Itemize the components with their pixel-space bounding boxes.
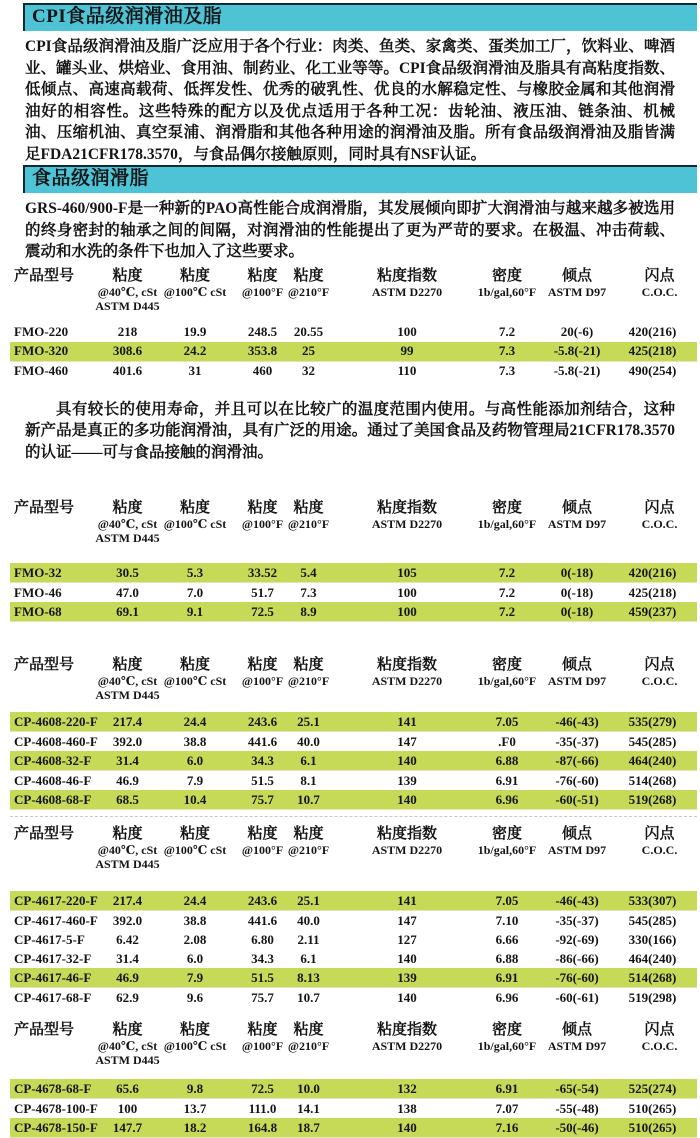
table-cell: 139 [397,772,417,788]
table-cell: 308.6 [105,342,150,362]
table-cell: 545(285) [628,733,677,749]
table-row [10,949,697,968]
table-cell: 7.9 [150,968,240,988]
table-row [10,1099,697,1119]
product-model-cell: CP-4608-460-F [14,733,98,749]
table-cell: 138 [397,1100,417,1116]
table-cell: 6.1 [300,950,317,966]
table-cell: 75.7 [240,790,285,810]
table-cell: 420(216) [628,324,677,339]
table-cell: -76(-60) [555,772,599,788]
table-cell: 110 [397,363,417,378]
section-title-bar-grease [23,165,697,193]
table-row [10,342,697,362]
table-row [10,361,697,381]
grease-intro-paragraph: GRS-460/900-F是一种新的PAO高性能合成润滑脂，其发展倾向即扩大润滑油与越来越多被选用的终身密封的轴承之间的间隔，对润滑油的性能提出了更为严苛的要求。在极温、冲击荷载、震动和水洗的条件下也加入了这些要求。 [25,200,675,260]
product-model-cell: CP-4608-46-F [14,772,92,788]
product-model-cell: FMO-32 [10,563,105,583]
document-page [0,3,700,1138]
column-header: 粘度 @40℃, cSt ASTM D445 [95,1022,160,1067]
table-cell: 24.4 [150,891,240,911]
table-cell: 490(254) [628,363,677,378]
column-header: 产品型号 [14,657,75,673]
table-cell: 248.5 [247,324,278,339]
header-row [10,1021,697,1079]
table-cell: 353.8 [240,342,285,362]
table-cell: -46(-43) [532,891,622,911]
column-header: 粘度 @40℃, cSt ASTM D445 [95,657,160,702]
column-header: 产品型号 [14,267,75,284]
table-cell: 100 [117,1100,138,1116]
column-header: 粘度 @40℃, cSt ASTM D445 [95,500,160,545]
table-row [10,790,697,810]
table-cell: 464(240) [622,751,697,771]
table-cell: 7.3 [300,584,317,600]
table-cell: 460 [252,363,273,378]
column-header: 粘度 @40℃, cSt ASTM D445 [95,267,160,313]
table-cell: 7.05 [482,712,532,732]
column-header: 粘度 @210°F [287,500,330,531]
column-header: 粘度指数 ASTM D2270 [371,826,443,857]
column-header: 粘度 @100°F [241,657,284,688]
table-cell: 33.52 [240,563,285,583]
header-row [10,499,697,563]
table-cell: 31.4 [116,950,139,966]
table-cell: 6.66 [495,931,519,947]
multipurpose-oil-paragraph: 具有较长的使用寿命，并且可以在比较广的温度范围内使用。与高性能添加剂结合，这种新产品是真正的多功能润滑油，具有广泛的用途。通过了美国食品及药物管理局21CFR178.3570的认证——可与食品接触的润滑油。 [25,400,675,461]
column-header: 倾点 ASTM D97 [547,1022,607,1053]
table-cell: -50(-46) [532,1118,622,1138]
product-model-cell: FMO-68 [10,602,105,622]
table-cell: 8.13 [285,968,332,988]
column-header: 倾点 ASTM D97 [547,657,607,688]
table-cell: 6.88 [482,751,532,771]
table-cell: 2.08 [183,931,207,947]
table-cell: 464(240) [628,950,677,966]
table-cell: 6.96 [482,790,532,810]
table-cell: 10.7 [285,790,332,810]
column-header: 粘度指数 ASTM D2270 [371,267,443,299]
table-row [10,323,697,342]
table-cell: 34.3 [251,950,274,966]
product-model-cell: CP-4608-68-F [10,790,105,810]
table-row [10,911,697,931]
table-cell: 9.1 [150,602,240,622]
table-cell: 46.9 [116,772,139,788]
table-row [10,602,697,622]
column-header: 倾点 ASTM D97 [547,267,607,299]
table-cell: 7.3 [482,342,532,362]
column-header: 粘度 @100℃ cSt [163,267,227,299]
table-cell: 147.7 [105,1118,150,1138]
table-cell: 510(265) [628,1100,677,1116]
table-cell: 127 [397,931,417,947]
table-cell: 8.1 [300,772,317,788]
column-header: 闪点 C.O.C. [641,500,678,531]
table-cell: .F0 [498,733,516,749]
column-header: 密度 1b/gal,60°F [477,500,537,531]
table-cell: 147 [397,912,417,928]
table-cell: 519(268) [622,790,697,810]
column-header: 闪点 C.O.C. [641,657,678,688]
table-cell: -5.8(-21) [553,363,601,378]
table-cell: 6.88 [495,950,519,966]
table-cell: -87(-66) [532,751,622,771]
table-cell: 111.0 [248,1100,277,1116]
table-cell: 9.8 [150,1079,240,1099]
column-header: 密度 1b/gal,60°F [477,657,537,688]
table-cell: 147 [397,733,417,749]
table-cell: 139 [332,968,482,988]
product-model-cell: CP-4617-68-F [14,989,92,1005]
table-cell: 218 [117,324,138,339]
table-row [10,930,697,949]
product-model-cell: CP-4617-460-F [14,912,98,928]
table-row [10,891,697,911]
table-cell: 441.6 [247,733,278,749]
table-cell: 6.91 [482,1079,532,1099]
table-cell: 72.5 [240,602,285,622]
table-cell: 510(265) [622,1118,697,1138]
product-model-cell: CP-4617-220-F [10,891,105,911]
table-cell: 535(279) [622,712,697,732]
table-cell: 24.4 [150,712,240,732]
product-model-cell: FMO-320 [10,342,105,362]
spec-table-fmo-light [10,499,697,622]
table-row [10,988,697,1008]
table-cell: 514(268) [628,772,677,788]
section-title-grease: 食品级润滑脂 [32,168,150,189]
table-cell: -92(-69) [555,931,599,947]
table-cell: 7.0 [186,584,204,600]
table-cell: 132 [332,1079,482,1099]
table-cell: 330(166) [628,931,677,947]
column-header: 倾点 ASTM D97 [547,500,607,531]
table-cell: 7.2 [482,602,532,622]
table-cell: 18.7 [285,1118,332,1138]
column-header: 密度 1b/gal,60°F [477,826,537,857]
product-model-cell: CP-4678-100-F [14,1100,98,1116]
table-cell: 7.16 [482,1118,532,1138]
table-cell: 533(307) [622,891,697,911]
column-header: 粘度 @100℃ cSt [163,657,227,688]
table-cell: 100 [397,584,417,600]
section-divider [10,816,697,1007]
table-cell: 9.6 [186,989,204,1005]
column-header: 粘度 @100°F [241,500,284,531]
table-cell: 7.05 [482,891,532,911]
table-cell: 100 [397,324,417,339]
column-header: 密度 1b/gal,60°F [477,267,537,299]
product-model-cell: CP-4617-46-F [10,968,105,988]
table-row [10,1118,697,1138]
column-header: 粘度 @100°F [241,826,284,857]
table-cell: -86(-66) [555,950,599,966]
table-cell: 25.1 [285,712,332,732]
header-row [10,656,697,712]
table-row [10,751,697,771]
table-cell: 420(216) [622,563,697,583]
column-header: 密度 1b/gal,60°F [477,1022,537,1053]
table-cell: 13.7 [183,1100,207,1116]
table-cell: 525(274) [622,1079,697,1099]
table-cell: 6.0 [150,751,240,771]
table-cell: 47.0 [116,584,139,600]
table-cell: 7.3 [498,363,516,378]
table-cell: 46.9 [105,968,150,988]
column-header: 粘度 @210°F [287,657,330,688]
table-cell: 6.0 [186,950,204,966]
table-cell: 6.80 [251,931,274,947]
table-cell: 425(218) [622,342,697,362]
table-cell: -5.8(-21) [532,342,622,362]
table-cell: 5.4 [285,563,332,583]
table-row [10,968,697,988]
table-cell: 514(268) [622,968,697,988]
table-cell: 6.91 [495,772,519,788]
table-cell: 392.0 [112,912,143,928]
table-cell: 401.6 [112,363,143,378]
table-cell: 141 [332,712,482,732]
product-model-cell: CP-4678-68-F [10,1079,105,1099]
table-cell: 100 [332,602,482,622]
column-header: 闪点 C.O.C. [641,826,678,857]
header-row [10,825,697,891]
table-cell: 2.11 [297,931,320,947]
table-cell: 65.6 [105,1079,150,1099]
column-header: 闪点 C.O.C. [641,1022,678,1053]
table-cell: 51.7 [251,584,274,600]
table-cell: 6.42 [116,931,139,947]
spec-table-cp4617 [10,825,697,1007]
table-cell: -65(-54) [532,1079,622,1099]
table-row [10,712,697,732]
table-cell: 10.7 [297,989,320,1005]
column-header: 粘度 @100°F [241,1022,284,1053]
table-cell: 10.0 [285,1079,332,1099]
spec-table-cp4678 [10,1021,697,1138]
table-cell: -60(-61) [555,989,599,1005]
table-cell: 217.4 [105,712,150,732]
table-cell: 140 [397,950,417,966]
table-row [10,583,697,603]
table-cell: 7.2 [498,584,516,600]
table-cell: 164.8 [240,1118,285,1138]
table-cell: 7.2 [482,563,532,583]
column-header: 粘度 @210°F [287,267,330,299]
column-header: 粘度 @100°F [241,267,284,299]
table-cell: 7.9 [186,772,204,788]
table-row [10,732,697,752]
table-cell: -35(-37) [555,733,599,749]
table-cell: 31 [188,363,202,378]
table-cell: 140 [332,751,482,771]
table-cell: 140 [332,790,482,810]
table-cell: 140 [332,1118,482,1138]
table-cell: 459(237) [622,602,697,622]
table-cell: 7.07 [495,1100,519,1116]
column-header: 粘度 @100℃ cSt [163,1022,227,1053]
column-header: 粘度 @100℃ cSt [163,500,227,531]
product-model-cell: CP-4617-32-F [14,950,92,966]
table-cell: 25.1 [285,891,332,911]
section-title-bar-oils [23,3,697,31]
table-row [10,563,697,583]
table-cell: 99 [332,342,482,362]
table-cell: 72.5 [240,1079,285,1099]
table-cell: 34.3 [240,751,285,771]
product-model-cell: CP-4678-150-F [10,1118,105,1138]
column-header: 粘度指数 ASTM D2270 [371,657,443,688]
product-model-cell: FMO-460 [14,363,69,378]
table-cell: 6.96 [495,989,519,1005]
table-cell: 105 [332,563,482,583]
table-cell: -55(-48) [555,1100,599,1116]
table-cell: 0(-18) [532,602,622,622]
table-cell: 6.1 [285,751,332,771]
header-row [10,267,697,323]
column-header: 产品型号 [14,1022,75,1038]
table-cell: 5.3 [150,563,240,583]
table-cell: 51.5 [251,772,274,788]
table-cell: 10.4 [150,790,240,810]
table-cell: 519(298) [628,989,677,1005]
column-header: 粘度指数 ASTM D2270 [371,500,443,531]
column-header: 粘度 @210°F [287,826,330,857]
column-header: 闪点 C.O.C. [641,267,678,299]
table-cell: 31.4 [105,751,150,771]
table-cell: 19.9 [183,324,207,339]
table-cell: 217.4 [105,891,150,911]
table-row [10,771,697,791]
table-cell: 140 [397,989,417,1005]
table-cell: 7.2 [498,324,516,339]
table-cell: 243.6 [240,891,285,911]
table-cell: 25 [285,342,332,362]
table-cell: -60(-51) [532,790,622,810]
spec-table-fmo-heavy [10,267,697,381]
table-cell: 69.1 [105,602,150,622]
table-row [10,1079,697,1099]
table-cell: 24.2 [150,342,240,362]
column-header: 粘度 @100℃ cSt [163,826,227,857]
table-cell: 38.8 [183,733,207,749]
column-header: 粘度 @210°F [287,1022,330,1053]
table-cell: -35(-37) [555,912,599,928]
table-cell: 7.10 [495,912,519,928]
column-header: 倾点 ASTM D97 [547,826,607,857]
table-cell: 40.0 [297,912,320,928]
product-model-cell: CP-4608-220-F [10,712,105,732]
product-model-cell: CP-4617-5-F [14,931,85,947]
table-cell: 51.5 [240,968,285,988]
column-header: 产品型号 [14,826,75,842]
table-cell: 425(218) [628,584,677,600]
table-cell: 14.1 [297,1100,320,1116]
table-cell: 32 [302,363,315,378]
product-model-cell: FMO-220 [14,324,69,339]
table-cell: 18.2 [150,1118,240,1138]
column-header: 产品型号 [14,500,75,516]
column-header: 粘度指数 ASTM D2270 [371,1022,443,1053]
table-cell: 141 [332,891,482,911]
oils-intro-paragraph: CPI食品级润滑油及脂广泛应用于各个行业：肉类、鱼类、家禽类、蛋类加工厂，饮料业、啤酒业、罐头业、烘焙业、食用油、制药业、化工业等等。CPI食品级润滑油及脂具有高粘度指数、低倾点、高速高载荷、低挥发性、优秀的破乳性、优良的水解稳定性、与橡胶金属和其他润滑油好的相容性。这些特殊的配方以及优点适用于各种工况：齿轮油、液压油、链条油、机械油、压缩机油、真空泵浦、润滑脂和其他各种用途的润滑油及脂。所有食品级润滑油及脂皆满足FDA21CFR178.3570，与食品偶尔接触原则，同时具有NSF认证。 [25,38,675,163]
table-cell: 20(-6) [560,324,594,339]
product-model-cell: FMO-46 [14,584,62,600]
table-cell: 40.0 [297,733,320,749]
table-cell: 68.5 [105,790,150,810]
table-cell: -76(-60) [532,968,622,988]
table-cell: 0(-18) [532,563,622,583]
table-cell: 20.55 [293,324,324,339]
table-cell: 8.9 [285,602,332,622]
table-cell: -46(-43) [532,712,622,732]
table-cell: 392.0 [112,733,143,749]
table-cell: 0(-18) [560,584,594,600]
table-cell: 6.91 [482,968,532,988]
table-cell: 75.7 [251,989,274,1005]
table-cell: 38.8 [183,912,207,928]
table-cell: 441.6 [247,912,278,928]
product-model-cell: CP-4608-32-F [10,751,105,771]
table-cell: 62.9 [116,989,139,1005]
section-title-oils: CPI食品级润滑油及脂 [32,6,223,27]
table-cell: 243.6 [240,712,285,732]
table-cell: 545(285) [628,912,677,928]
spec-table-cp4608 [10,656,697,810]
column-header: 粘度 @40℃, cSt ASTM D445 [95,826,160,871]
table-cell: 30.5 [105,563,150,583]
